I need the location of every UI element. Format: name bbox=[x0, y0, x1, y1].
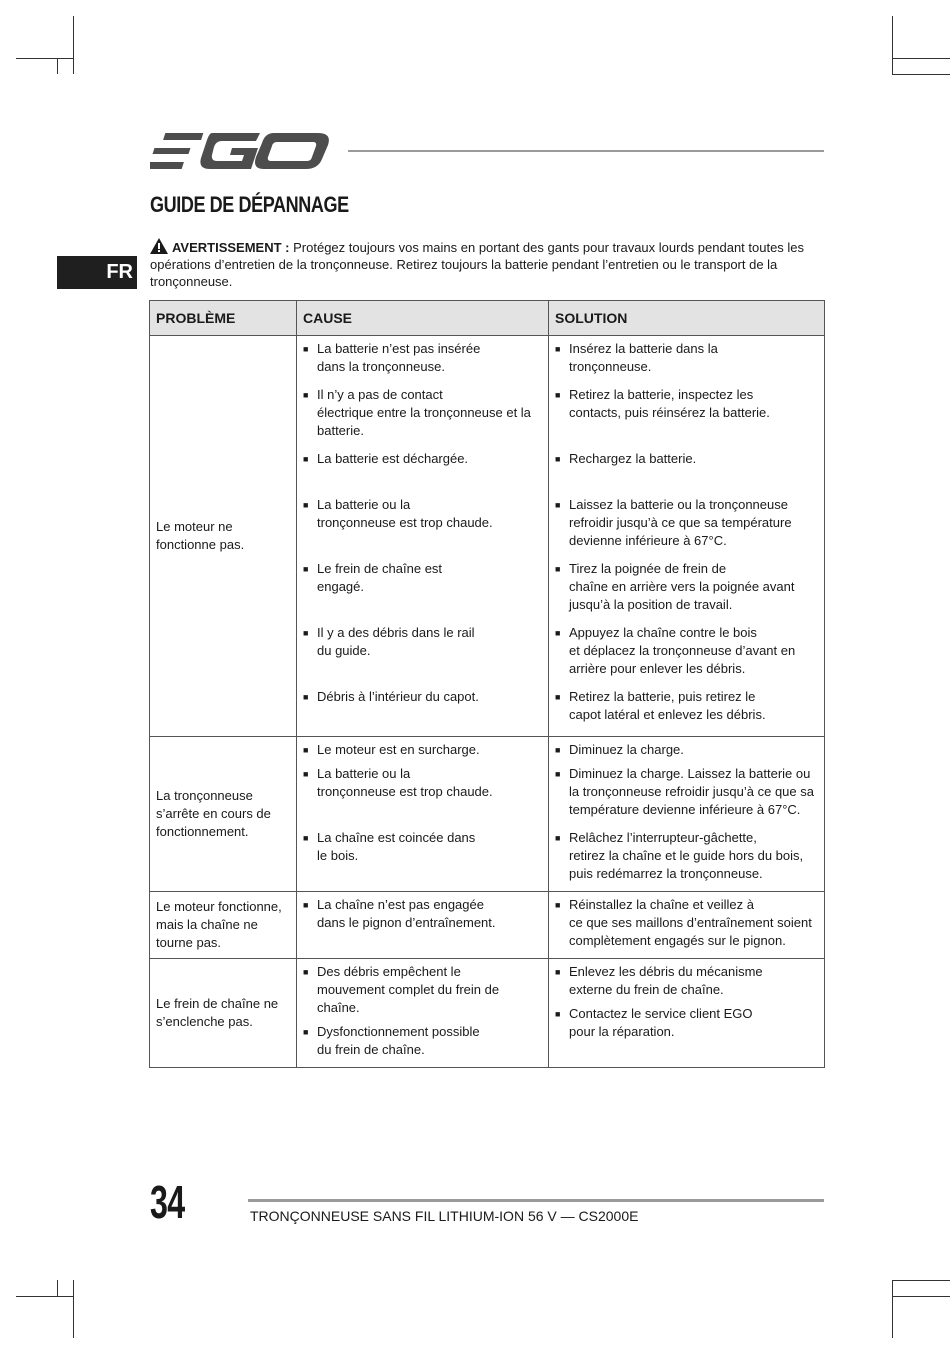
problem-cell bbox=[150, 737, 297, 892]
page-title: GUIDE DE DÉPANNAGE bbox=[150, 192, 349, 217]
square-bullet-icon: ■ bbox=[555, 344, 561, 354]
cause-text: Débris à l’intérieur du capot. bbox=[317, 689, 479, 704]
solution-text: Réinstallez la chaîne et veillez à ce que ses maillons d’entraînement soient complètement engagés sur le pignon. bbox=[569, 897, 812, 948]
solution-item bbox=[555, 741, 820, 759]
square-bullet-icon: ■ bbox=[303, 900, 309, 910]
solution-item bbox=[555, 1005, 820, 1041]
cause-item bbox=[303, 560, 544, 618]
cause-text: La batterie ou la tronçonneuse est trop chaude. bbox=[317, 497, 493, 530]
solution-text: Retirez la batterie, inspectez les contacts, puis réinsérez la batterie. bbox=[569, 387, 770, 420]
crop-mark bbox=[892, 74, 950, 75]
problem-cell bbox=[150, 892, 297, 959]
page-number: 34 bbox=[150, 1176, 185, 1228]
square-bullet-icon: ■ bbox=[555, 390, 561, 400]
warning-label: AVERTISSEMENT : bbox=[172, 240, 290, 255]
crop-mark bbox=[73, 16, 74, 74]
crop-mark bbox=[16, 58, 74, 59]
square-bullet-icon: ■ bbox=[303, 769, 309, 779]
square-bullet-icon: ■ bbox=[555, 769, 561, 779]
cause-item bbox=[303, 741, 544, 759]
solution-text: Laissez la batterie ou la tronçonneuse refroidir jusqu’à ce que sa température devienne inférieure à 67°C. bbox=[569, 497, 792, 548]
cause-item bbox=[303, 1023, 544, 1059]
solution-text: Insérez la batterie dans la tronçonneuse. bbox=[569, 341, 718, 374]
cause-item bbox=[303, 963, 544, 1017]
cause-cell bbox=[297, 336, 549, 737]
problem-text: Le moteur fonctionne, mais la chaîne ne tourne pas. bbox=[156, 899, 282, 950]
cause-text: Il n’y a pas de contact électrique entre la tronçonneuse et la batterie. bbox=[317, 387, 531, 438]
cause-item bbox=[303, 386, 544, 444]
header-cause: CAUSE bbox=[297, 301, 549, 336]
language-tab: FR bbox=[57, 256, 137, 289]
table-row bbox=[150, 892, 825, 959]
solution-item bbox=[555, 765, 820, 823]
cause-text: La chaîne est coincée dans le bois. bbox=[317, 830, 476, 863]
cause-text: La batterie n’est pas insérée dans la tronçonneuse. bbox=[317, 341, 481, 374]
ego-logo bbox=[150, 131, 332, 171]
crop-mark bbox=[892, 1280, 893, 1338]
square-bullet-icon: ■ bbox=[303, 833, 309, 843]
table-row bbox=[150, 336, 825, 737]
cause-text: La batterie est déchargée. bbox=[317, 451, 469, 466]
cause-item bbox=[303, 765, 544, 823]
cause-item bbox=[303, 340, 544, 380]
square-bullet-icon: ■ bbox=[555, 745, 561, 755]
header-rule bbox=[348, 150, 824, 152]
cause-item bbox=[303, 688, 544, 728]
solution-item bbox=[555, 624, 820, 682]
square-bullet-icon: ■ bbox=[555, 628, 561, 638]
solution-item bbox=[555, 496, 820, 554]
crop-mark bbox=[16, 1296, 74, 1297]
cause-text: Des débris empêchent le mouvement complet du frein de chaîne. bbox=[317, 964, 500, 1015]
cause-text: La chaîne n’est pas engagée dans le pignon d’entraînement. bbox=[317, 897, 496, 930]
square-bullet-icon: ■ bbox=[303, 692, 309, 702]
square-bullet-icon: ■ bbox=[555, 454, 561, 464]
square-bullet-icon: ■ bbox=[555, 833, 561, 843]
problem-text: Le moteur ne fonctionne pas. bbox=[156, 519, 245, 552]
solution-cell bbox=[549, 737, 825, 892]
problem-cell bbox=[150, 959, 297, 1068]
header-problem: PROBLÈME bbox=[150, 301, 297, 336]
troubleshooting-table bbox=[149, 300, 825, 1068]
square-bullet-icon: ■ bbox=[303, 344, 309, 354]
solution-text: Diminuez la charge. bbox=[569, 742, 684, 757]
cause-cell bbox=[297, 892, 549, 959]
square-bullet-icon: ■ bbox=[303, 390, 309, 400]
crop-mark bbox=[73, 1280, 74, 1338]
footer-rule bbox=[248, 1199, 824, 1202]
cause-item bbox=[303, 829, 544, 869]
warning-text: Protégez toujours vos mains en portant des gants pour travaux lourds pendant toutes les opérations d’entretien de la tronçonneuse. Retirez toujours la batterie pendant l’entretien ou le transport de la tronçonneuse. bbox=[150, 240, 805, 289]
crop-mark bbox=[892, 1296, 950, 1297]
table-row bbox=[150, 959, 825, 1068]
warning-notice bbox=[150, 238, 830, 290]
cause-text: Il y a des débris dans le rail du guide. bbox=[317, 625, 475, 658]
square-bullet-icon: ■ bbox=[555, 900, 561, 910]
problem-text: La tronçonneuse s’arrête en cours de fonctionnement. bbox=[156, 788, 271, 839]
square-bullet-icon: ■ bbox=[303, 454, 309, 464]
square-bullet-icon: ■ bbox=[555, 564, 561, 574]
solution-text: Relâchez l’interrupteur-gâchette, retirez la chaîne et le guide hors du bois, puis redémarrez la tronçonneuse. bbox=[569, 830, 804, 881]
problem-text: Le frein de chaîne ne s’enclenche pas. bbox=[156, 996, 279, 1029]
footer-product-title: TRONÇONNEUSE SANS FIL LITHIUM-ION 56 V — CS2000E bbox=[250, 1208, 639, 1224]
solution-text: Tirez la poignée de frein de chaîne en arrière vers la poignée avant jusqu’à la position de travail. bbox=[569, 561, 795, 612]
solution-item bbox=[555, 688, 820, 728]
square-bullet-icon: ■ bbox=[303, 628, 309, 638]
cause-item bbox=[303, 624, 544, 682]
solution-cell bbox=[549, 336, 825, 737]
table-header-row bbox=[150, 301, 825, 336]
cause-item bbox=[303, 450, 544, 490]
square-bullet-icon: ■ bbox=[555, 500, 561, 510]
solution-item bbox=[555, 963, 820, 999]
crop-mark bbox=[57, 1280, 58, 1296]
solution-item bbox=[555, 386, 820, 444]
solution-text: Appuyez la chaîne contre le bois et déplacez la tronçonneuse d’avant en arrière pour enlever les débris. bbox=[569, 625, 796, 676]
square-bullet-icon: ■ bbox=[303, 745, 309, 755]
solution-item bbox=[555, 896, 820, 950]
warning-triangle-icon bbox=[150, 238, 168, 254]
solution-item bbox=[555, 829, 820, 883]
cause-text: La batterie ou la tronçonneuse est trop chaude. bbox=[317, 766, 493, 799]
solution-text: Enlevez les débris du mécanisme externe du frein de chaîne. bbox=[569, 964, 763, 997]
solution-cell bbox=[549, 959, 825, 1068]
square-bullet-icon: ■ bbox=[303, 967, 309, 977]
cause-text: Le moteur est en surcharge. bbox=[317, 742, 480, 757]
square-bullet-icon: ■ bbox=[303, 500, 309, 510]
crop-mark bbox=[57, 58, 58, 74]
cause-text: Le frein de chaîne est engagé. bbox=[317, 561, 443, 594]
table-row bbox=[150, 737, 825, 892]
cause-cell bbox=[297, 737, 549, 892]
solution-cell bbox=[549, 892, 825, 959]
problem-cell bbox=[150, 336, 297, 737]
square-bullet-icon: ■ bbox=[555, 967, 561, 977]
header-solution: SOLUTION bbox=[549, 301, 825, 336]
cause-item bbox=[303, 496, 544, 554]
cause-text: Dysfonctionnement possible du frein de chaîne. bbox=[317, 1024, 480, 1057]
cause-item bbox=[303, 896, 544, 932]
solution-text: Contactez le service client EGO pour la réparation. bbox=[569, 1006, 753, 1039]
solution-item bbox=[555, 450, 820, 490]
square-bullet-icon: ■ bbox=[303, 564, 309, 574]
solution-text: Retirez la batterie, puis retirez le capot latéral et enlevez les débris. bbox=[569, 689, 766, 722]
square-bullet-icon: ■ bbox=[555, 692, 561, 702]
square-bullet-icon: ■ bbox=[555, 1009, 561, 1019]
crop-mark bbox=[892, 16, 893, 74]
cause-cell bbox=[297, 959, 549, 1068]
solution-text: Rechargez la batterie. bbox=[569, 451, 697, 466]
solution-item bbox=[555, 340, 820, 380]
crop-mark bbox=[892, 58, 950, 59]
square-bullet-icon: ■ bbox=[303, 1027, 309, 1037]
crop-mark bbox=[892, 1280, 950, 1281]
solution-item bbox=[555, 560, 820, 618]
solution-text: Diminuez la charge. Laissez la batterie ou la tronçonneuse refroidir jusqu’à ce que sa température devienne inférieure à 67°C. bbox=[569, 766, 814, 817]
